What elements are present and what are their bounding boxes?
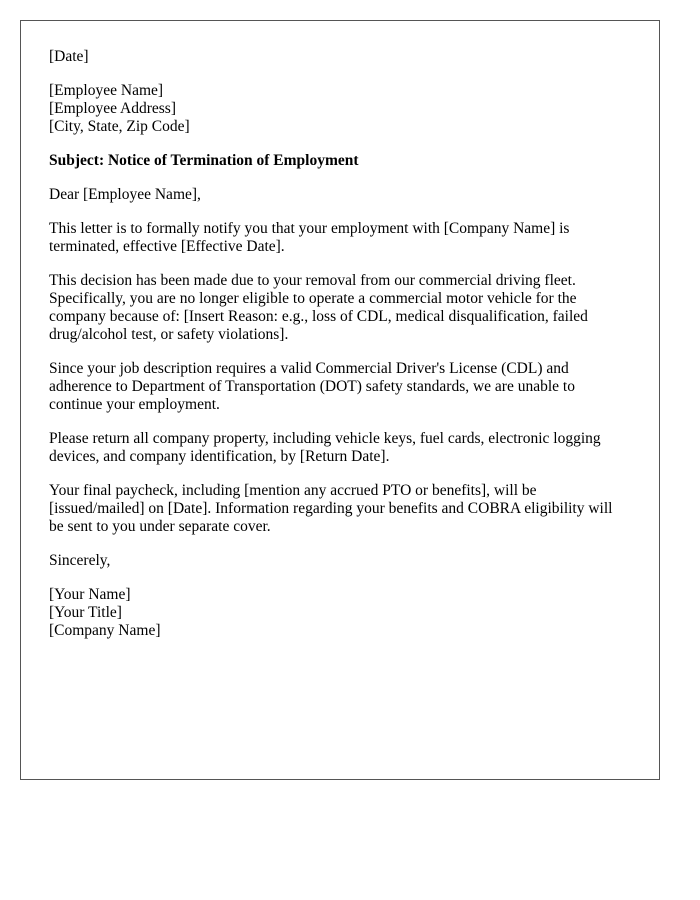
paragraph-cdl-requirement xyxy=(49,360,631,414)
paragraph-line: drug/alcohol test, or safety violations]. xyxy=(49,326,289,343)
paragraph-line: adherence to Department of Transportation (DOT) safety standards, we are unable to xyxy=(49,378,575,395)
paragraph-line: Your final paycheck, including [mention any accrued PTO or benefits], will be xyxy=(49,482,537,499)
salutation xyxy=(49,186,631,204)
signer-title: [Your Title] xyxy=(49,604,122,621)
recipient-name: [Employee Name] xyxy=(49,82,164,99)
subject-line xyxy=(49,152,631,170)
date-text: [Date] xyxy=(49,48,89,65)
subject-text: Subject: Notice of Termination of Employment xyxy=(49,152,359,169)
paragraph-reason xyxy=(49,272,631,344)
paragraph-final-paycheck xyxy=(49,482,631,536)
date-line xyxy=(49,48,631,66)
paragraph-line: be sent to you under separate cover. xyxy=(49,518,271,535)
paragraph-line: Please return all company property, including vehicle keys, fuel cards, electronic logging xyxy=(49,430,601,447)
paragraph-line: terminated, effective [Effective Date]. xyxy=(49,238,285,255)
paragraph-line: company because of: [Insert Reason: e.g., loss of CDL, medical disqualification, failed xyxy=(49,308,588,325)
letter-page xyxy=(20,20,660,780)
signer-company: [Company Name] xyxy=(49,622,161,639)
signature-block xyxy=(49,586,631,640)
closing-text: Sincerely, xyxy=(49,552,111,569)
paragraph-line: devices, and company identification, by [Return Date]. xyxy=(49,448,390,465)
paragraph-return-property xyxy=(49,430,631,466)
recipient-address: [Employee Address] xyxy=(49,100,176,117)
paragraph-termination-notice xyxy=(49,220,631,256)
paragraph-line: Since your job description requires a valid Commercial Driver's License (CDL) and xyxy=(49,360,569,377)
closing xyxy=(49,552,631,570)
salutation-text: Dear [Employee Name], xyxy=(49,186,201,203)
paragraph-line: Specifically, you are no longer eligible to operate a commercial motor vehicle for the xyxy=(49,290,577,307)
signer-name: [Your Name] xyxy=(49,586,131,603)
paragraph-line: continue your employment. xyxy=(49,396,220,413)
recipient-city-state-zip: [City, State, Zip Code] xyxy=(49,118,190,135)
paragraph-line: This letter is to formally notify you that your employment with [Company Name] is xyxy=(49,220,570,237)
paragraph-line: This decision has been made due to your removal from our commercial driving fleet. xyxy=(49,272,576,289)
paragraph-line: [issued/mailed] on [Date]. Information regarding your benefits and COBRA eligibility will xyxy=(49,500,613,517)
recipient-address-block xyxy=(49,82,631,136)
